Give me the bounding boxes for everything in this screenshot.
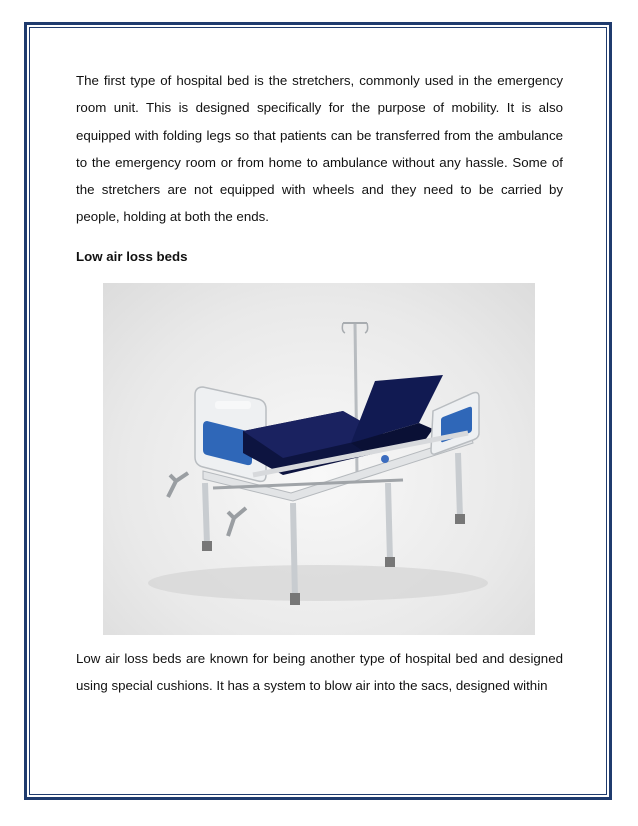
hospital-bed-photo	[103, 283, 535, 635]
paragraph-stretchers: The first type of hospital bed is the stretchers, commonly used in the emergency room unit. This is designed specifically for the purpose of mobility. It is also equipped with folding legs so that patients can be transferred from the ambulance to the emergency room or from home to ambulance without any hassle. Some of the stretchers are not equipped with wheels and they need to be carried by people, holding at both the ends.	[76, 73, 563, 225]
section-heading-low-air-loss-beds: Low air loss beds	[76, 249, 188, 264]
paragraph-low-air-loss-beds: Low air loss beds are known for being another type of hospital bed and designed using special cushions. It has a system to blow air into the sacs, designed within	[76, 651, 563, 694]
